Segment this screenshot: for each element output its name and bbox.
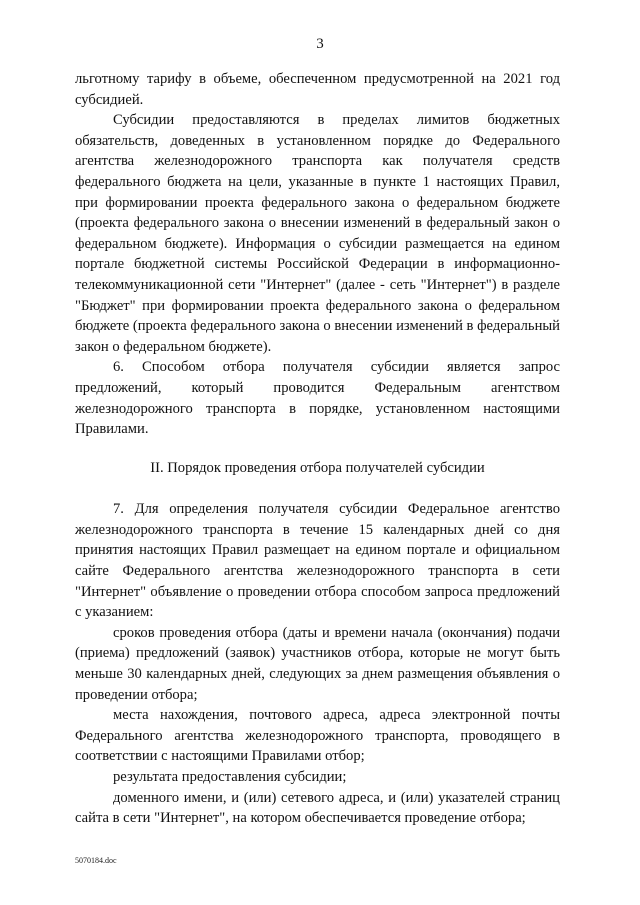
- footer-doc-code: 5070184.doc: [75, 856, 117, 865]
- list-item-location: места нахождения, почтового адреса, адреса электронной почты Федерального агентства железнодорожного транспорта, проводящего в соответствии с настоящими Правилами отбор;: [75, 707, 560, 765]
- page-number: 3: [316, 36, 324, 52]
- section-heading: II. Порядок проведения отбора получателей субсидии: [150, 459, 485, 476]
- paragraph-item-6: 6. Способом отбора получателя субсидии является запрос предложений, который проводится Федеральным агентством железнодорожного транспорта в порядке, установленном настоящими Правилами.: [75, 359, 560, 438]
- list-item-deadlines: сроков проведения отбора (даты и времени начала (окончания) подачи (приема) предложений (заявок) участников отбора, которые не могут быть меньше 30 календарных дней, следующих за днем размещения объявления о проведении отбора;: [75, 624, 560, 703]
- list-item-domain: доменного имени, и (или) сетевого адреса, и (или) указателей страниц сайта в сети "Интернет", на котором обеспечивается проведение отбора;: [75, 789, 560, 827]
- document-body: [75, 69, 560, 829]
- paragraph-continuation: льготному тарифу в объеме, обеспеченном предусмотренной на 2021 год субсидией.: [75, 71, 560, 108]
- paragraph-item-7: 7. Для определения получателя субсидии Федеральное агентство железнодорожного транспорта в течение 15 календарных дней со дня принятия настоящих Правил размещает на едином портале и официальном сайте Федерального агентства железнодорожного транспорта в сети "Интернет" объявление о проведении отбора способом запроса предложений с указанием:: [75, 501, 560, 621]
- paragraph-subsidy-limits: Субсидии предоставляются в пределах лимитов бюджетных обязательств, доведенных в установленном порядке до Федерального агентства железнодорожного транспорта как получателя средств федерального бюджета на цели, указанные в пункте 1 настоящих Правил, при формировании проекта федерального закона о федеральном бюджете (проекта федерального закона о внесении изменений в федеральный закон о федеральном бюджете). Информация о субсидии размещается на едином портале бюджетной системы Российской Федерации в информационно-телекоммуникационной сети "Интернет" (далее - сеть "Интернет") в разделе "Бюджет" при формировании проекта федерального закона о федеральном бюджете (проекта федерального закона о внесении изменений в федеральный закон о федеральном бюджете).: [75, 112, 560, 355]
- list-item-result: результата предоставления субсидии;: [113, 769, 347, 785]
